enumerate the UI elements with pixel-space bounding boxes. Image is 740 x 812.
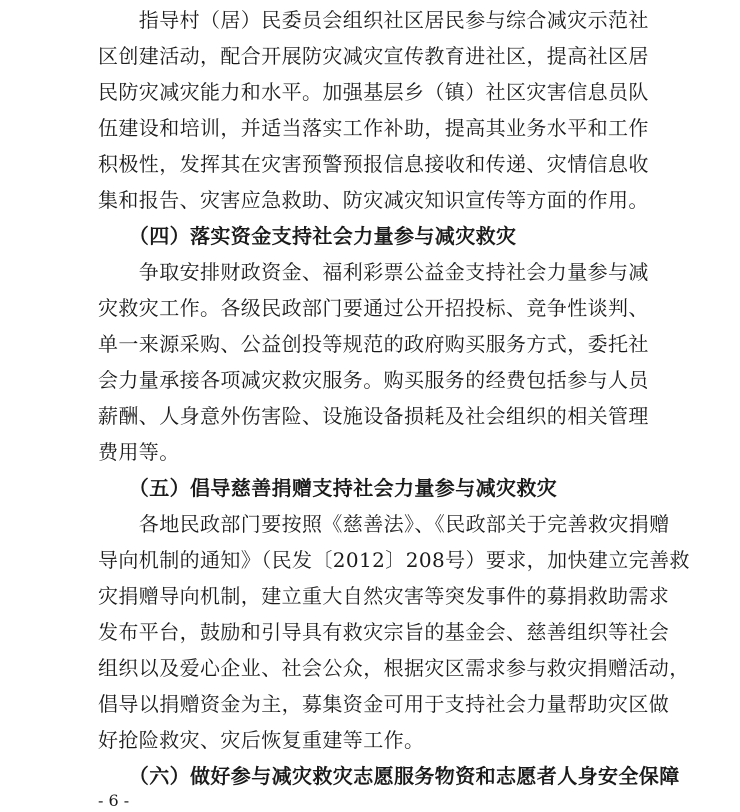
paragraph-line: 倡导以捐赠资金为主，募集资金可用于支持社会力量帮助灾区做 — [98, 692, 670, 716]
paragraph-line: 费用等。 — [98, 440, 180, 464]
section-heading: （四）落实资金支持社会力量参与减灾救灾 — [98, 224, 517, 248]
paragraph-line: 会力量承接各项减灾救灾服务。购买服务的经费包括参与人员 — [98, 368, 649, 392]
paragraph-line: 争取安排财政资金、福利彩票公益金支持社会力量参与减 — [98, 260, 649, 284]
paragraph-line: 导向机制的通知》（民发〔2012〕208号）要求，加快建立完善救 — [98, 548, 690, 572]
paragraph-line: 组织以及爱心企业、社会公众，根据灾区需求参与救灾捐赠活动， — [98, 656, 690, 680]
page-number: - 6 - — [98, 791, 130, 810]
paragraph-line: 灾救灾工作。各级民政部门要通过公开招投标、竞争性谈判、 — [98, 296, 649, 320]
paragraph-line: 指导村（居）民委员会组织社区居民参与综合减灾示范社 — [98, 8, 649, 32]
paragraph-line: 发布平台，鼓励和引导具有救灾宗旨的基金会、慈善组织等社会 — [98, 620, 670, 644]
paragraph-line: 薪酬、人身意外伤害险、设施设备损耗及社会组织的相关管理 — [98, 404, 649, 428]
paragraph-line: 集和报告、灾害应急救助、防灾减灾知识宣传等方面的作用。 — [98, 188, 649, 212]
paragraph-line: 好抢险救灾、灾后恢复重建等工作。 — [98, 728, 425, 752]
section-heading: （五）倡导慈善捐赠支持社会力量参与减灾救灾 — [98, 476, 558, 500]
paragraph-line: 伍建设和培训，并适当落实工作补助，提高其业务水平和工作 — [98, 116, 649, 140]
paragraph-line: 各地民政部门要按照《慈善法》、《民政部关于完善救灾捐赠 — [98, 512, 670, 536]
paragraph-line: 区创建活动，配合开展防灾减灾宣传教育进社区，提高社区居 — [98, 44, 649, 68]
section-heading: （六）做好参与减灾救灾志愿服务物资和志愿者人身安全保障 — [98, 764, 680, 788]
paragraph-line: 民防灾减灾能力和水平。加强基层乡（镇）社区灾害信息员队 — [98, 80, 649, 104]
paragraph-line: 积极性，发挥其在灾害预警预报信息接收和传递、灾情信息收 — [98, 152, 649, 176]
paragraph-line: 单一来源采购、公益创投等规范的政府购买服务方式，委托社 — [98, 332, 649, 356]
paragraph-line: 灾捐赠导向机制，建立重大自然灾害等突发事件的募捐救助需求 — [98, 584, 670, 608]
